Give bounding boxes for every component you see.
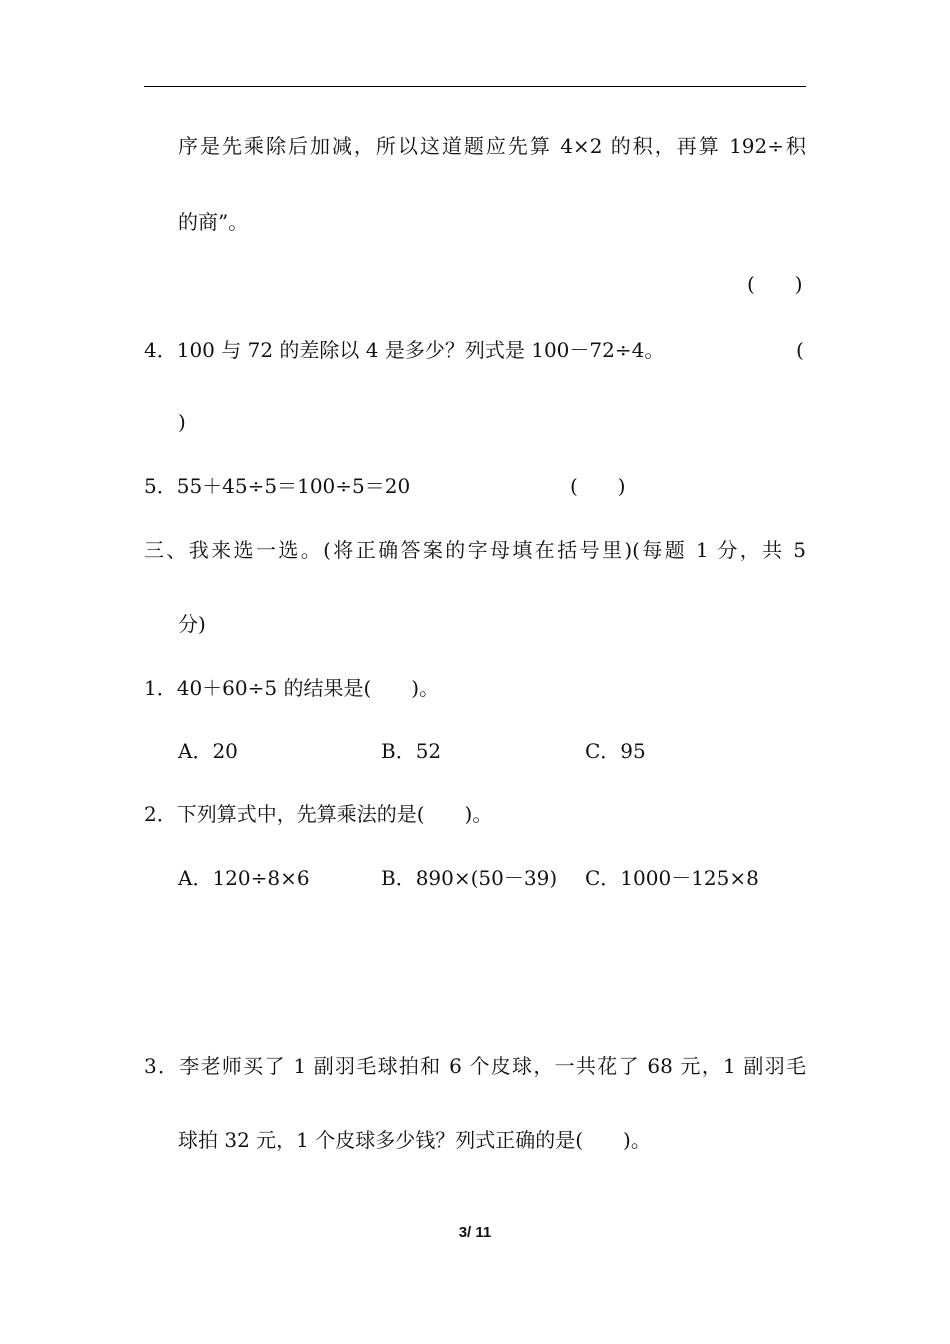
question-4-text: 4．100 与 72 的差除以 4 是多少？列式是 100－72÷4。	[144, 338, 665, 362]
answer-paren-judge-3: ( )	[747, 272, 803, 296]
question-5-paren: ( )	[570, 474, 626, 498]
section-3-heading: 三、我来选一选。(将正确答案的字母填在括号里)(每题 1 分，共 5	[144, 538, 806, 562]
text-line-2: 的商”。	[178, 210, 249, 234]
choice-1-option-b: B．52	[381, 739, 442, 763]
choice-question-1: 1．40＋60÷5 的结果是( )。	[144, 676, 440, 700]
question-5-text: 5．55＋45÷5＝100÷5＝20	[144, 474, 411, 498]
header-rule	[144, 86, 806, 87]
question-4-paren-open: (	[796, 338, 804, 362]
choice-1-option-a: A．20	[178, 739, 238, 763]
page-number: 3/ 11	[458, 1224, 492, 1241]
section-3-heading-cont: 分)	[178, 612, 206, 636]
text-line-1: 序是先乘除后加减，所以这道题应先算 4×2 的积，再算 192÷积	[178, 134, 806, 158]
choice-question-3: 3．李老师买了 1 副羽毛球拍和 6 个皮球，一共花了 68 元，1 副羽毛	[144, 1054, 806, 1078]
choice-question-3-cont: 球拍 32 元，1 个皮球多少钱？列式正确的是( )。	[178, 1128, 651, 1152]
choice-2-option-b: B．890×(50－39)	[381, 866, 558, 890]
choice-1-option-c: C．95	[585, 739, 646, 763]
choice-question-2: 2．下列算式中，先算乘法的是( )。	[144, 802, 493, 826]
question-4-paren-close: )	[178, 410, 186, 434]
choice-2-option-a: A．120÷8×6	[178, 866, 310, 890]
choice-2-option-c: C．1000－125×8	[585, 866, 759, 890]
